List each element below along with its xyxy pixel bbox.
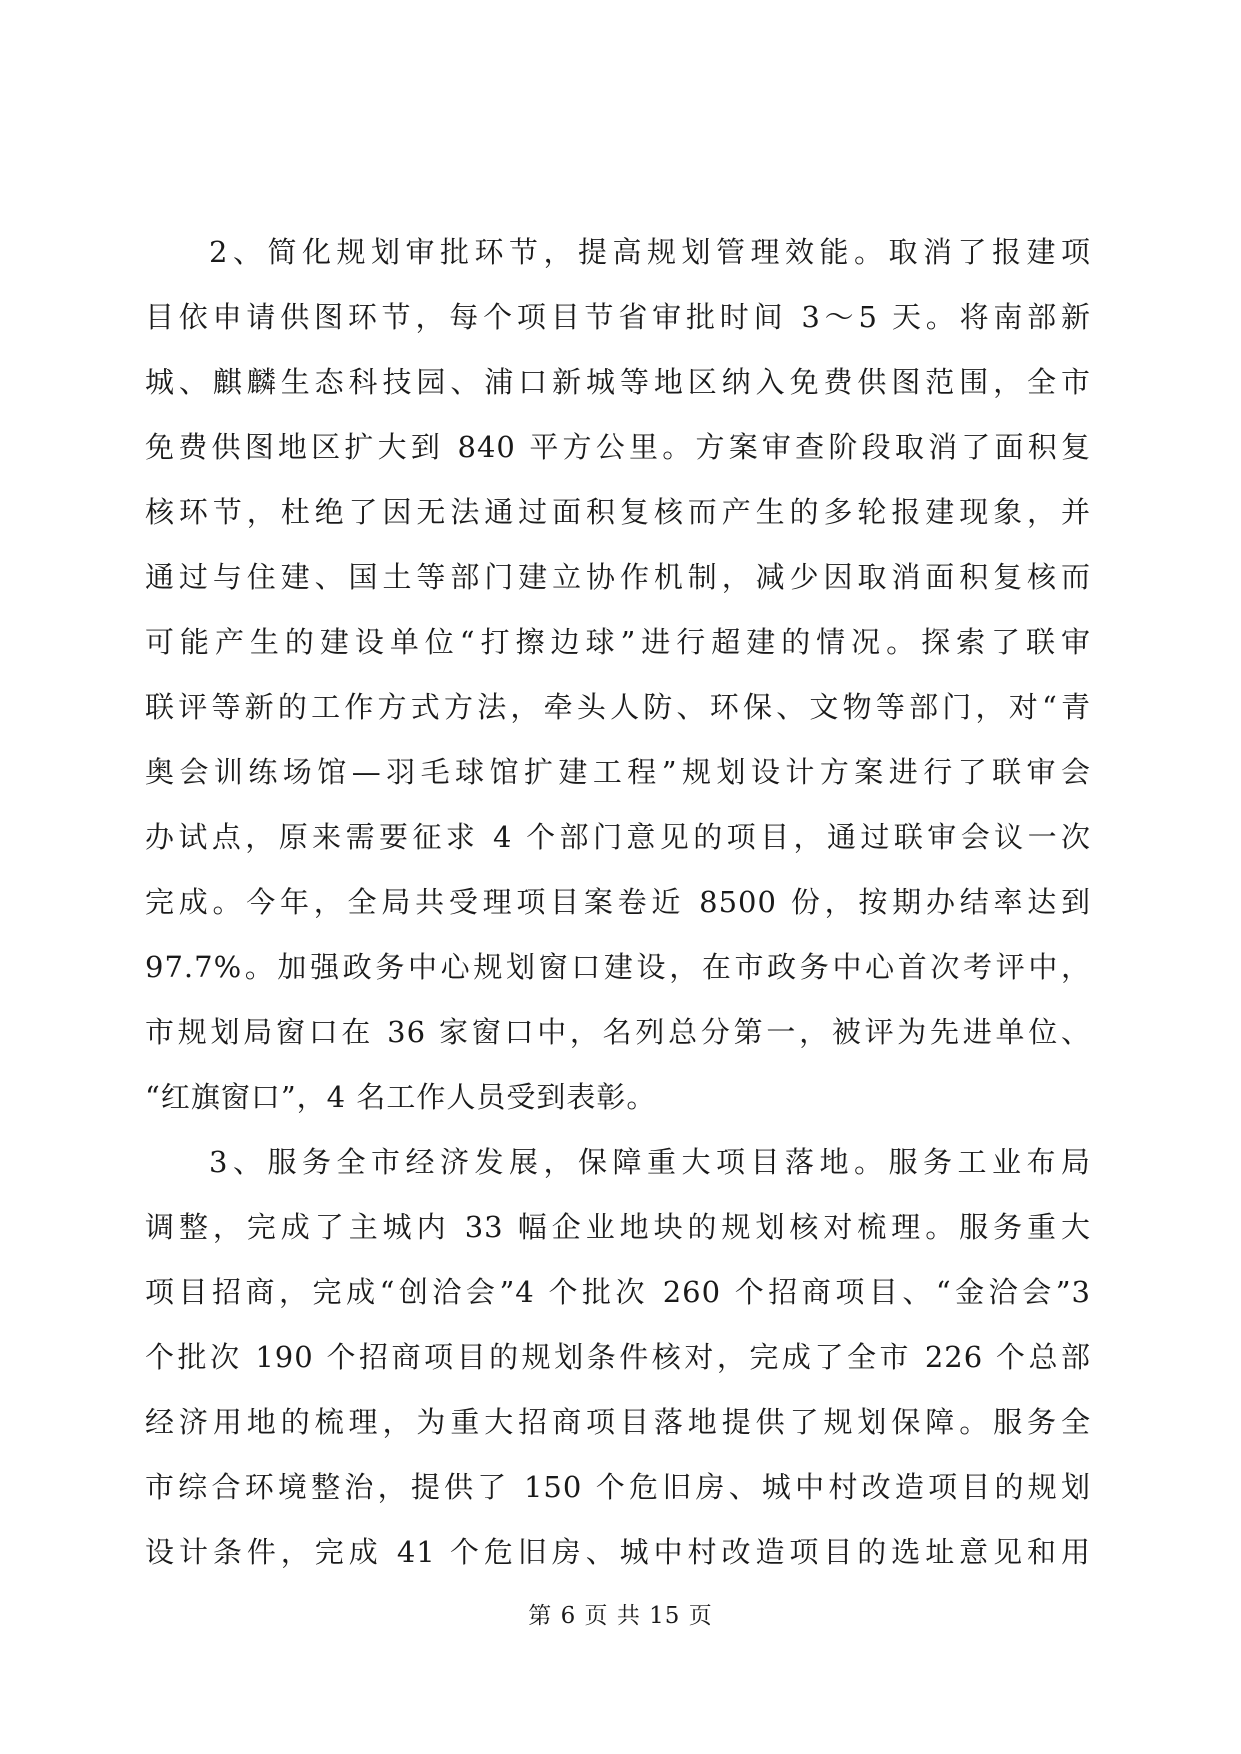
text-line: 调整，完成了主城内 33 幅企业地块的规划核对梳理。服务重大 [145,1210,1091,1244]
text-line: 项目招商，完成“创洽会”4 个批次 260 个招商项目、“金洽会”3 [145,1275,1091,1309]
text-line: “红旗窗口”，4 名工作人员受到表彰。 [145,1080,657,1114]
text-line: 通过与住建、国土等部门建立协作机制，减少因取消面积复核而 [145,560,1091,594]
text-line: 奥会训练场馆—羽毛球馆扩建工程”规划设计方案进行了联审会 [145,755,1091,789]
text-line: 市规划局窗口在 36 家窗口中，名列总分第一，被评为先进单位、 [145,1015,1091,1049]
text-line: 97.7%。加强政务中心规划窗口建设，在市政务中心首次考评中， [145,950,1091,984]
text-line: 免费供图地区扩大到 840 平方公里。方案审查阶段取消了面积复 [145,430,1091,464]
paragraph-2 [145,1130,1091,1585]
text-line: 目依申请供图环节，每个项目节省审批时间 3～5 天。将南部新 [145,300,1091,334]
text-line: 2、简化规划审批环节，提高规划管理效能。取消了报建项 [209,235,1091,269]
text-line: 个批次 190 个招商项目的规划条件核对，完成了全市 226 个总部 [145,1340,1091,1374]
text-line: 3、服务全市经济发展，保障重大项目落地。服务工业布局 [209,1145,1091,1179]
text-line: 核环节，杜绝了因无法通过面积复核而产生的多轮报建现象，并 [145,495,1091,529]
text-line: 办试点，原来需要征求 4 个部门意见的项目，通过联审会议一次 [145,820,1091,854]
text-line: 联评等新的工作方式方法，牵头人防、环保、文物等部门，对“青 [145,690,1091,724]
text-line: 城、麒麟生态科技园、浦口新城等地区纳入免费供图范围，全市 [145,365,1091,399]
text-line: 市综合环境整治，提供了 150 个危旧房、城中村改造项目的规划 [145,1470,1091,1504]
text-line: 完成。今年，全局共受理项目案卷近 8500 份，按期办结率达到 [145,885,1091,919]
document-body [145,220,1091,1585]
page-footer: 第 6 页 共 15 页 [528,1603,713,1629]
paragraph-1 [145,220,1091,1130]
text-line: 设计条件，完成 41 个危旧房、城中村改造项目的选址意见和用 [145,1535,1091,1569]
text-line: 经济用地的梳理，为重大招商项目落地提供了规划保障。服务全 [145,1405,1091,1439]
text-line: 可能产生的建设单位“打擦边球”进行超建的情况。探索了联审 [145,625,1091,659]
